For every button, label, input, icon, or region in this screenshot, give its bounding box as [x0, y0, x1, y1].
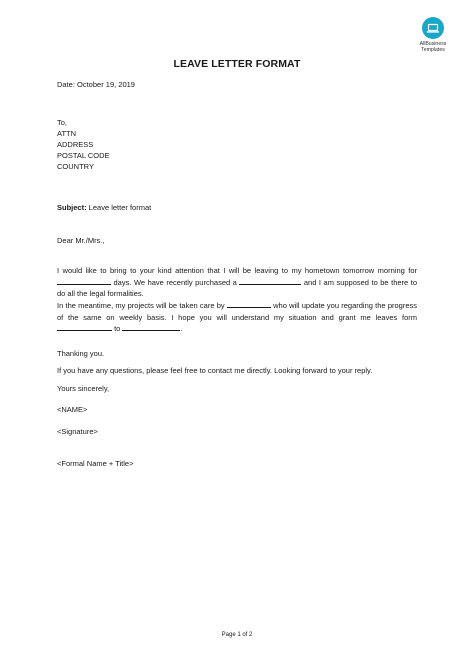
recipient-attn: ATTN — [57, 129, 77, 138]
paragraph1-text-3: and I am supposed to be there to do all the legal formalities. — [57, 277, 417, 299]
paragraph2-text-4: . — [180, 324, 183, 334]
questions-line: If you have any questions, please feel free to contact me directly. Looking forward to your reply. — [57, 366, 373, 375]
thanks-line: Thanking you. — [57, 349, 105, 358]
subject-line — [57, 202, 151, 213]
document-title: LEAVE LETTER FORMAT — [173, 58, 301, 70]
salutation: Dear Mr./Mrs., — [57, 236, 105, 245]
purchase-blank — [239, 277, 301, 285]
paragraph2-text-1: In the meantime, my projects will be taken care by — [57, 301, 227, 310]
recipient-postal-code: POSTAL CODE — [57, 151, 110, 160]
recipient-to: To, — [57, 118, 68, 127]
paragraph1-text-2: days. We have recently purchased a — [111, 277, 240, 287]
start-date-blank — [57, 323, 112, 331]
letter-date: Date: October 19, 2019 — [57, 80, 135, 89]
laptop-icon — [422, 17, 444, 39]
closing-line: Yours sincerely, — [57, 384, 110, 393]
paragraph-leave-reason — [57, 265, 417, 300]
logo-text-line1: AllBusiness — [419, 41, 447, 47]
signature-placeholder: <Signature> — [57, 427, 98, 436]
colleague-blank — [227, 300, 271, 308]
paragraph2-text-3: to — [112, 324, 123, 334]
recipient-address: ADDRESS — [57, 140, 94, 149]
recipient-country: COUNTRY — [57, 162, 94, 171]
logo-text-line2: Templates — [421, 47, 445, 53]
end-date-blank — [122, 323, 183, 334]
formal-name-placeholder: <Formal Name + Title> — [57, 459, 134, 468]
paragraph2-text-2: who will update you regarding the progress of the same on weekly basis. I hope you will understand my situation and grant me leaves form — [57, 301, 418, 322]
subject-label: Subject: — [57, 203, 87, 212]
paragraph-project-handover — [57, 300, 417, 335]
days-blank — [57, 277, 111, 285]
paragraph1-text-1: I would like to bring to your kind attention that I will be leaving to my hometown tomorrow morning for — [57, 266, 417, 275]
name-placeholder: <NAME> — [57, 405, 88, 414]
subject-text: Leave letter format — [86, 203, 152, 212]
brand-logo — [409, 17, 457, 53]
page-number: Page 1 of 2 — [221, 632, 253, 638]
